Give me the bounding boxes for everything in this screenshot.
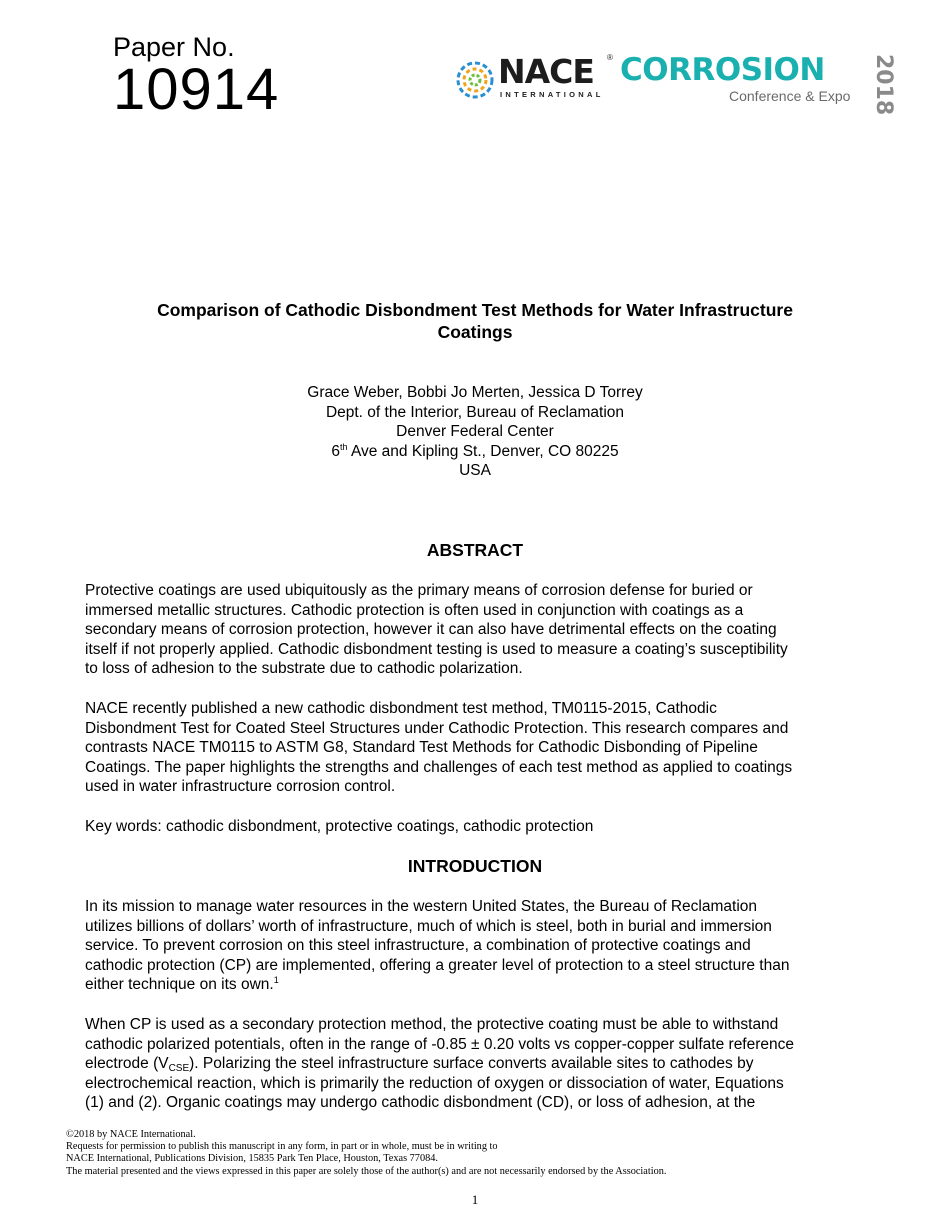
conference-year: 2018 <box>871 54 896 116</box>
paper-number: 10914 <box>113 57 280 122</box>
introduction-paragraph-2: When CP is used as a secondary protection method, the protective coating must be able to withstand cathodic polarized potentials, often in the range of -0.85 ± 0.20 volts vs copper-copper sulfate reference electrode $(V_{CSE})$. Polarizing the steel infrastructure surface converts available sites to cathodes by electrochemical reaction, which is primarily the reduction of oxygen or dissociation of water, Equations (1) and (2). Organic coatings may undergo cathodic disbondment (CD), or loss of adhesion, at the <box>85 1016 795 1112</box>
author-center: Denver Federal Center <box>396 423 554 440</box>
corrosion-wordmark: CORROSION <box>620 52 825 88</box>
title-line: Comparison of Cathodic Disbondment Test Methods for Water Infrastructure <box>157 300 793 320</box>
nace-wordmark: NACE <box>498 52 594 91</box>
introduction-heading: INTRODUCTION <box>407 856 543 876</box>
corrosion-logo <box>620 52 896 116</box>
author-names: Grace Weber, Bobbi Jo Merten, Jessica D Torrey <box>307 384 643 401</box>
paper-title <box>90 299 860 343</box>
abstract-paragraph-2: NACE recently published a new cathodic disbondment test method, TM0115-2015, Cathodic Disbondment Test for Coated Steel Structures under Cathodic Protection. This research compares and contrasts NACE TM0115 to ASTM G8, Standard Test Methods for Cathodic Disbonding of Pipeline Coatings. The paper highlights the strengths and challenges of each test method as applied to coatings used in water infrastructure corrosion control. <box>85 700 793 796</box>
author-country: USA <box>459 462 491 479</box>
nace-logo <box>455 52 620 104</box>
nace-globe-icon <box>455 56 495 104</box>
title-line: Coatings <box>437 322 513 342</box>
paper-label: Paper No. <box>113 32 235 62</box>
author-affiliation: Dept. of the Interior, Bureau of Reclamation <box>325 403 625 421</box>
registered-mark: ® <box>607 53 613 62</box>
nace-subtitle: INTERNATIONAL <box>500 90 604 99</box>
author-address: 6th Ave and Kipling St., Denver, CO 80225 <box>331 441 619 460</box>
conference-subtitle: Conference & Expo <box>729 88 851 104</box>
copyright-footer: ©2018 by NACE International. Requests for permission to publish this manuscript in any form, in part or in whole, must be in writing to NACE International, Publications Division, 15835 Park Ten Place, Houston, Texas 77084. The material presented and the views expressed in this paper are solely those of the author(s) and are not necessarily endorsed by the Association. <box>66 1129 667 1177</box>
author-block <box>150 383 800 481</box>
abstract-paragraph-1: Protective coatings are used ubiquitously as the primary means of corrosion defense for buried or immersed metallic structures. Cathodic protection is often used in conjunction with coatings as a secondary means of corrosion protection, however it can also have detrimental effects on the coating itself if not properly applied. Cathodic disbondment testing is used to measure a coating’s susceptibility to loss of adhesion to the substrate due to cathodic polarization. <box>85 582 788 678</box>
keywords: Key words: cathodic disbondment, protective coatings, cathodic protection <box>85 818 594 835</box>
page-number: 1 <box>471 1192 479 1207</box>
reference-marker: 1 <box>273 975 279 986</box>
abstract-heading: ABSTRACT <box>426 540 524 560</box>
introduction-paragraph-1: In its mission to manage water resources in the western United States, the Bureau of Reclamation utilizes billions of dollars’ worth of infrastructure, much of which is steel, both in burial and immersion service. To prevent corrosion on this steel infrastructure, a combination of protective coatings and cathodic protection (CP) are implemented, offering a greater level of protection to a steel structure than either technique on its own.$^1$ <box>85 898 790 994</box>
